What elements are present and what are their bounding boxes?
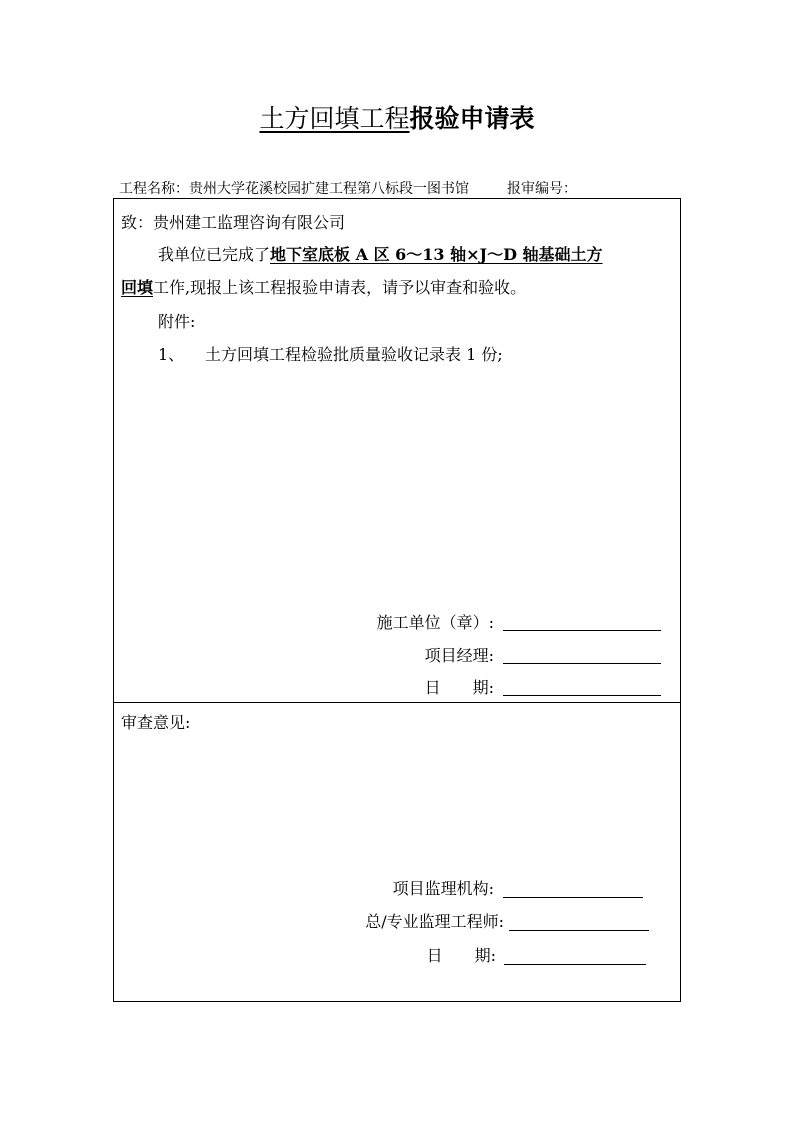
section-divider [114,702,680,703]
application-date-line [503,695,661,696]
form-table [113,198,681,1002]
project-manager-line [503,663,661,664]
contractor-seal-label: 施工单位（章）: [376,613,494,632]
project-name-label: 工程名称： [119,181,189,197]
supervising-engineer-label: 总/专业监理工程师: [365,912,504,931]
supervision-org-label: 项目监理机构: [392,879,494,898]
review-opinion-label: 审查意见: [121,713,191,732]
application-paragraph-line1 [158,244,603,266]
attachment-item: 土方回填工程检验批质量验收记录表 1 份; [205,345,503,364]
form-title-main: 报验申请表 [409,104,535,133]
work-item-part2: 回填 [121,278,154,297]
work-item-part1: 地下室底板 A 区 6～13 轴×J～D 轴基础土方 [270,245,603,264]
application-paragraph-line2 [121,277,526,299]
attachment-index: 1、 [158,345,185,364]
paragraph-suffix: 工作,现报上该工程报验申请表，请予以审查和验收。 [153,278,527,297]
paragraph-prefix: 我单位已完成了 [158,245,271,264]
project-name-value: 贵州大学花溪校园扩建工程第八标段一图书馆 [189,181,469,197]
review-date-label: 日 期: [426,946,496,965]
review-number-label: 报审编号： [507,181,577,197]
form-header [119,179,577,199]
form-title-project-type: 土方回填工程 [259,104,410,133]
contractor-seal-line [503,630,661,631]
application-date-label: 日 期: [424,678,494,697]
addressee-line: 致：贵州建工监理咨询有限公司 [121,213,346,232]
project-manager-label: 项目经理: [424,646,494,665]
form-title [0,103,794,135]
supervising-engineer-line [509,930,649,931]
review-date-line [504,964,646,965]
attachments-label: 附件: [158,312,196,331]
supervision-org-line [503,897,643,898]
